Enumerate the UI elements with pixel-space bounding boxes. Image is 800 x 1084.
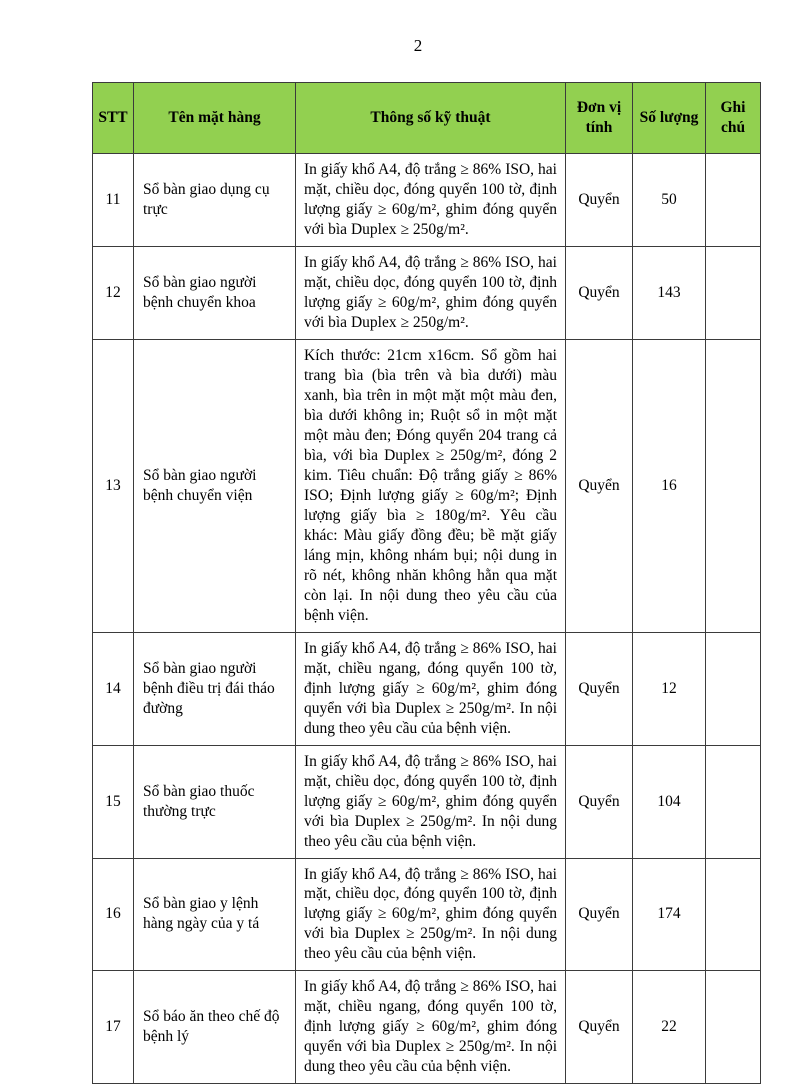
cell-spec: In giấy khổ A4, độ trắng ≥ 86% ISO, hai mặt, chiều dọc, đóng quyển 100 tờ, định lượng giấy ≥ 60g/m², ghim đóng quyển với bìa Duplex ≥ 250g/m². In nội dung theo yêu cầu của bệnh viện. (296, 858, 566, 971)
cell-name: Sổ bàn giao người bệnh điều trị đái tháo đường (134, 632, 296, 745)
cell-unit: Quyển (566, 858, 633, 971)
cell-quantity: 50 (633, 154, 706, 247)
table-row (93, 745, 761, 858)
items-table-body (93, 154, 761, 1084)
cell-note (706, 339, 761, 632)
table-row (93, 632, 761, 745)
cell-stt: 17 (93, 971, 134, 1084)
cell-note (706, 154, 761, 247)
header-stt: STT (93, 83, 134, 154)
cell-note (706, 971, 761, 1084)
cell-unit: Quyển (566, 246, 633, 339)
cell-stt: 16 (93, 858, 134, 971)
cell-quantity: 143 (633, 246, 706, 339)
items-table-header (93, 83, 761, 154)
cell-stt: 13 (93, 339, 134, 632)
header-quantity: Số lượng (633, 83, 706, 154)
cell-spec: Kích thước: 21cm x16cm. Sổ gồm hai trang bìa (bìa trên và bìa dưới) màu xanh, bìa trên in một mặt một màu đen, bìa dưới không in; Ruột sổ in một mặt một màu đen; Đóng quyển 204 trang cả bìa, với bìa Duplex ≥ 250g/m², đóng 2 kim. Tiêu chuẩn: Độ trắng giấy ≥ 86% ISO; Định lượng giấy ≥ 60g/m²; Định lượng giấy bìa ≥ 180g/m². Yêu cầu khác: Màu giấy đồng đều; bề mặt giấy láng mịn, không nhám bụi; nội dung in rõ nét, không nhăn không hằn qua mặt còn lại. In nội dung theo yêu cầu của bệnh viện. (296, 339, 566, 632)
cell-spec: In giấy khổ A4, độ trắng ≥ 86% ISO, hai mặt, chiều dọc, đóng quyển 100 tờ, định lượng giấy ≥ 60g/m², ghim đóng quyển với bìa Duplex ≥ 250g/m². (296, 154, 566, 247)
cell-spec: In giấy khổ A4, độ trắng ≥ 86% ISO, hai mặt, chiều ngang, đóng quyển 100 tờ, định lượng giấy ≥ 60g/m², ghim đóng quyển với bìa Duplex ≥ 250g/m². In nội dung theo yêu cầu của bệnh viện. (296, 971, 566, 1084)
header-unit: Đơn vị tính (566, 83, 633, 154)
cell-stt: 14 (93, 632, 134, 745)
table-row (93, 246, 761, 339)
cell-note (706, 745, 761, 858)
header-note: Ghi chú (706, 83, 761, 154)
cell-spec: In giấy khổ A4, độ trắng ≥ 86% ISO, hai mặt, chiều dọc, đóng quyển 100 tờ, định lượng giấy ≥ 60g/m², ghim đóng quyển với bìa Duplex ≥ 250g/m². (296, 246, 566, 339)
cell-name: Sổ bàn giao dụng cụ trực (134, 154, 296, 247)
cell-spec: In giấy khổ A4, độ trắng ≥ 86% ISO, hai mặt, chiều ngang, đóng quyển 100 tờ, định lượng giấy ≥ 60g/m², ghim đóng quyển với bìa Duplex ≥ 250g/m². In nội dung theo yêu cầu của bệnh viện. (296, 632, 566, 745)
cell-spec: In giấy khổ A4, độ trắng ≥ 86% ISO, hai mặt, chiều dọc, đóng quyển 100 tờ, định lượng giấy ≥ 60g/m², ghim đóng quyển với bìa Duplex ≥ 250g/m². In nội dung theo yêu cầu của bệnh viện. (296, 745, 566, 858)
cell-quantity: 174 (633, 858, 706, 971)
cell-unit: Quyển (566, 971, 633, 1084)
table-row (93, 154, 761, 247)
cell-unit: Quyển (566, 632, 633, 745)
table-row (93, 339, 761, 632)
cell-name: Sổ báo ăn theo chế độ bệnh lý (134, 971, 296, 1084)
cell-name: Sổ bàn giao người bệnh chuyển khoa (134, 246, 296, 339)
cell-note (706, 858, 761, 971)
header-spec: Thông số kỹ thuật (296, 83, 566, 154)
cell-stt: 15 (93, 745, 134, 858)
cell-quantity: 12 (633, 632, 706, 745)
cell-quantity: 104 (633, 745, 706, 858)
items-table (92, 82, 761, 1084)
cell-name: Sổ bàn giao y lệnh hàng ngày của y tá (134, 858, 296, 971)
cell-note (706, 246, 761, 339)
cell-name: Sổ bàn giao thuốc thường trực (134, 745, 296, 858)
table-row (93, 971, 761, 1084)
cell-stt: 12 (93, 246, 134, 339)
cell-unit: Quyển (566, 154, 633, 247)
cell-quantity: 16 (633, 339, 706, 632)
cell-quantity: 22 (633, 971, 706, 1084)
cell-name: Sổ bàn giao người bệnh chuyển viện (134, 339, 296, 632)
cell-unit: Quyển (566, 745, 633, 858)
header-name: Tên mặt hàng (134, 83, 296, 154)
table-row (93, 858, 761, 971)
page-number: 2 (413, 36, 423, 55)
cell-unit: Quyển (566, 339, 633, 632)
cell-stt: 11 (93, 154, 134, 247)
cell-note (706, 632, 761, 745)
header-row (93, 83, 761, 154)
